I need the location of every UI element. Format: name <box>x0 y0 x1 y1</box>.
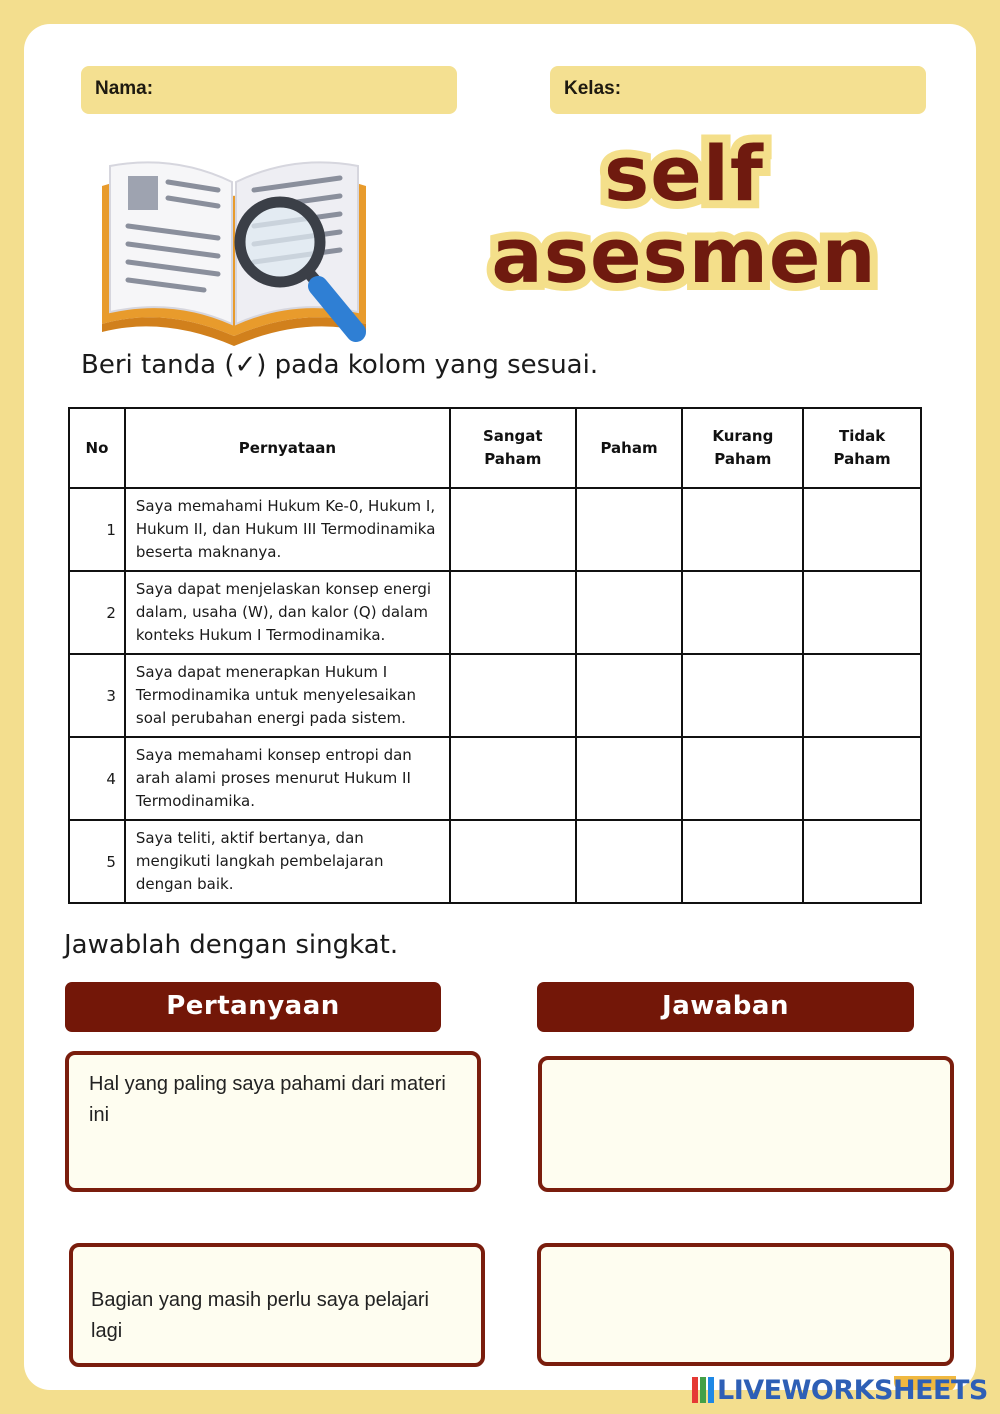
table-row <box>69 820 921 903</box>
instruction-check: Beri tanda (✓) pada kolom yang sesuai. <box>81 350 599 380</box>
table-header-row <box>69 408 921 488</box>
header-less-understand: Kurang Paham <box>682 408 803 488</box>
check-cell-understand[interactable] <box>576 488 683 571</box>
header-not-understand: Tidak Paham <box>803 408 921 488</box>
header-understand: Paham <box>576 408 683 488</box>
page-title <box>484 129 884 300</box>
header-statement: Pernyataan <box>125 408 450 488</box>
check-cell-very-understand[interactable] <box>450 820 576 903</box>
assessment-table <box>68 407 922 904</box>
question-box-1 <box>65 1051 481 1192</box>
title-line-2: asesmen <box>491 211 877 300</box>
table-row <box>69 488 921 571</box>
check-cell-less-understand[interactable] <box>682 737 803 820</box>
check-cell-not-understand[interactable] <box>803 820 921 903</box>
title-line-1: self <box>604 129 764 218</box>
name-label: Nama: <box>95 78 154 99</box>
worksheet-page <box>24 24 976 1390</box>
class-input[interactable] <box>640 74 916 108</box>
check-cell-understand[interactable] <box>576 571 683 654</box>
question-box-2 <box>69 1243 485 1367</box>
check-cell-very-understand[interactable] <box>450 737 576 820</box>
check-cell-understand[interactable] <box>576 820 683 903</box>
check-cell-not-understand[interactable] <box>803 654 921 737</box>
question-header: Pertanyaan <box>65 982 441 1032</box>
check-cell-less-understand[interactable] <box>682 820 803 903</box>
row-number: 2 <box>69 571 125 654</box>
check-cell-less-understand[interactable] <box>682 571 803 654</box>
name-field[interactable] <box>81 66 457 114</box>
row-number: 5 <box>69 820 125 903</box>
check-cell-not-understand[interactable] <box>803 571 921 654</box>
question-text-1: Hal yang paling saya pahami dari materi ini <box>89 1073 446 1126</box>
answer-box-1[interactable] <box>538 1056 954 1192</box>
check-cell-less-understand[interactable] <box>682 488 803 571</box>
check-cell-understand[interactable] <box>576 737 683 820</box>
check-cell-less-understand[interactable] <box>682 654 803 737</box>
brand-text: LIVEWORKSHEETS <box>717 1374 988 1406</box>
liveworksheets-logo[interactable] <box>692 1374 988 1406</box>
check-cell-very-understand[interactable] <box>450 488 576 571</box>
class-field[interactable] <box>550 66 926 114</box>
liveworksheets-icon <box>692 1377 714 1403</box>
question-text-2: Bagian yang masih perlu saya pelajari lagi <box>91 1289 429 1342</box>
row-statement: Saya dapat menjelaskan konsep energi dalam, usaha (W), dan kalor (Q) dalam konteks Hukum I Termodinamika. <box>125 571 450 654</box>
check-cell-not-understand[interactable] <box>803 737 921 820</box>
instruction-answer: Jawablah dengan singkat. <box>64 930 399 960</box>
class-label: Kelas: <box>564 78 622 99</box>
row-statement: Saya memahami Hukum Ke-0, Hukum I, Hukum II, dan Hukum III Termodinamika beserta maknanya. <box>125 488 450 571</box>
answer-header: Jawaban <box>537 982 914 1032</box>
table-row <box>69 571 921 654</box>
check-cell-very-understand[interactable] <box>450 571 576 654</box>
header-no: No <box>69 408 125 488</box>
row-number: 3 <box>69 654 125 737</box>
header-very-understand: Sangat Paham <box>450 408 576 488</box>
name-input[interactable] <box>171 74 447 108</box>
row-number: 1 <box>69 488 125 571</box>
row-statement: Saya memahami konsep entropi dan arah alami proses menurut Hukum II Termodinamika. <box>125 737 450 820</box>
check-cell-very-understand[interactable] <box>450 654 576 737</box>
table-row <box>69 737 921 820</box>
row-statement: Saya dapat menerapkan Hukum I Termodinamika untuk menyelesaikan soal perubahan energi pada sistem. <box>125 654 450 737</box>
check-cell-not-understand[interactable] <box>803 488 921 571</box>
answer-input-2[interactable] <box>541 1247 950 1362</box>
row-number: 4 <box>69 737 125 820</box>
answer-input-1[interactable] <box>542 1060 950 1188</box>
table-row <box>69 654 921 737</box>
row-statement: Saya teliti, aktif bertanya, dan mengikuti langkah pembelajaran dengan baik. <box>125 820 450 903</box>
book-magnifier-icon <box>94 146 374 356</box>
answer-box-2[interactable] <box>537 1243 954 1366</box>
check-cell-understand[interactable] <box>576 654 683 737</box>
